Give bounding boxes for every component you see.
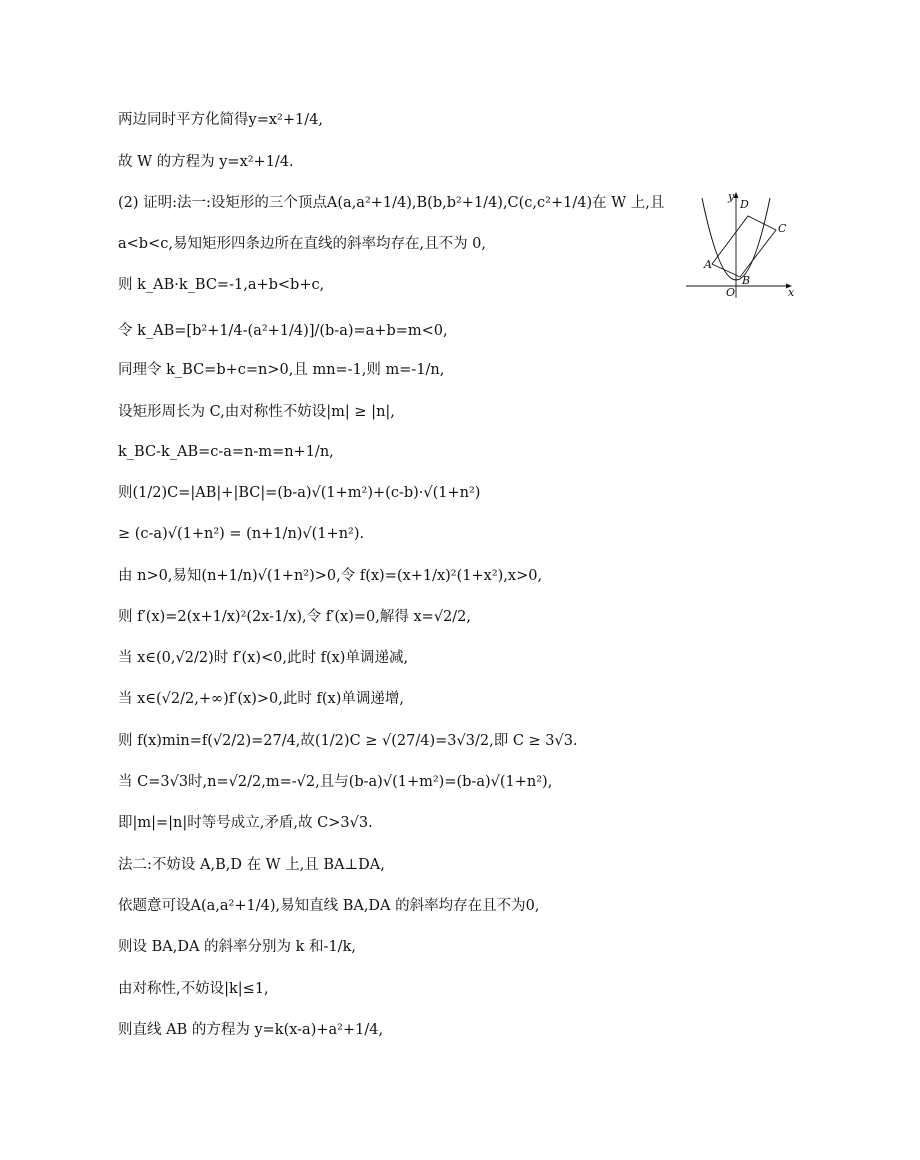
- line-1: 故 W 的方程为 y=x²+1/4.: [118, 154, 294, 170]
- line-6: 同理令 k_BC=b+c=n>0,且 mn=-1,则 m=-1/n,: [118, 362, 445, 378]
- line-14: 当 x∈(√2/2,+∞)f′(x)>0,此时 f(x)单调递增,: [118, 691, 404, 707]
- rectangle-abcd: [712, 216, 776, 277]
- line-7: 设矩形周长为 C,由对称性不妨设|m| ≥ |n|,: [118, 404, 395, 420]
- y-axis-arrow: [734, 192, 739, 198]
- label-y: y: [728, 190, 735, 203]
- line-18: 法二:不妨设 A,B,D 在 W 上,且 BA⊥DA,: [118, 857, 385, 873]
- line-11: 由 n>0,易知(n+1/n)√(1+n²)>0,令 f(x)=(x+1/x)²(1+x²),x>0,: [118, 568, 543, 584]
- line-0: 两边同时平方化简得y=x²+1/4,: [118, 112, 323, 128]
- label-a: A: [704, 258, 712, 271]
- line-8: k_BC-k_AB=c-a=n-m=n+1/n,: [118, 444, 334, 460]
- parabola-rectangle-figure: [684, 186, 800, 302]
- label-o: O: [726, 286, 736, 299]
- line-10: ≥ (c-a)√(1+n²) = (n+1/n)√(1+n²).: [118, 526, 365, 542]
- label-x: x: [788, 286, 795, 299]
- label-b: B: [742, 274, 751, 287]
- line-9: 则(1/2)C=|AB|+|BC|=(b-a)√(1+m²)+(c-b)·√(1+n²): [118, 485, 481, 501]
- label-c: C: [778, 222, 787, 235]
- line-2: (2) 证明:法一:设矩形的三个顶点A(a,a²+1/4),B(b,b²+1/4),C(c,c²+1/4)在 W 上,且: [118, 195, 665, 211]
- line-21: 由对称性,不妨设|k|≤1,: [118, 981, 269, 997]
- line-19: 依题意可设A(a,a²+1/4),易知直线 BA,DA 的斜率均存在且不为0,: [118, 898, 540, 914]
- line-17: 即|m|=|n|时等号成立,矛盾,故 C>3√3.: [118, 815, 373, 831]
- line-4: 则 k_AB·k_BC=-1,a+b<b+c,: [118, 277, 325, 293]
- line-12: 则 f′(x)=2(x+1/x)²(2x-1/x),令 f′(x)=0,解得 x=√2/2,: [118, 609, 471, 625]
- line-3: a<b<c,易知矩形四条边所在直线的斜率均存在,且不为 0,: [118, 236, 487, 252]
- line-20: 则设 BA,DA 的斜率分别为 k 和-1/k,: [118, 939, 356, 955]
- line-16: 当 C=3√3时,n=√2/2,m=-√2,且与(b-a)√(1+m²)=(b-a)√(1+n²),: [118, 774, 553, 790]
- label-d: D: [740, 198, 749, 211]
- line-15: 则 f(x)min=f(√2/2)=27/4,故(1/2)C ≥ √(27/4)=3√3/2,即 C ≥ 3√3.: [118, 733, 578, 749]
- line-13: 当 x∈(0,√2/2)时 f′(x)<0,此时 f(x)单调递减,: [118, 650, 409, 666]
- line-5: 令 k_AB=[b²+1/4-(a²+1/4)]/(b-a)=a+b=m<0,: [118, 323, 448, 339]
- line-22: 则直线 AB 的方程为 y=k(x-a)+a²+1/4,: [118, 1022, 384, 1038]
